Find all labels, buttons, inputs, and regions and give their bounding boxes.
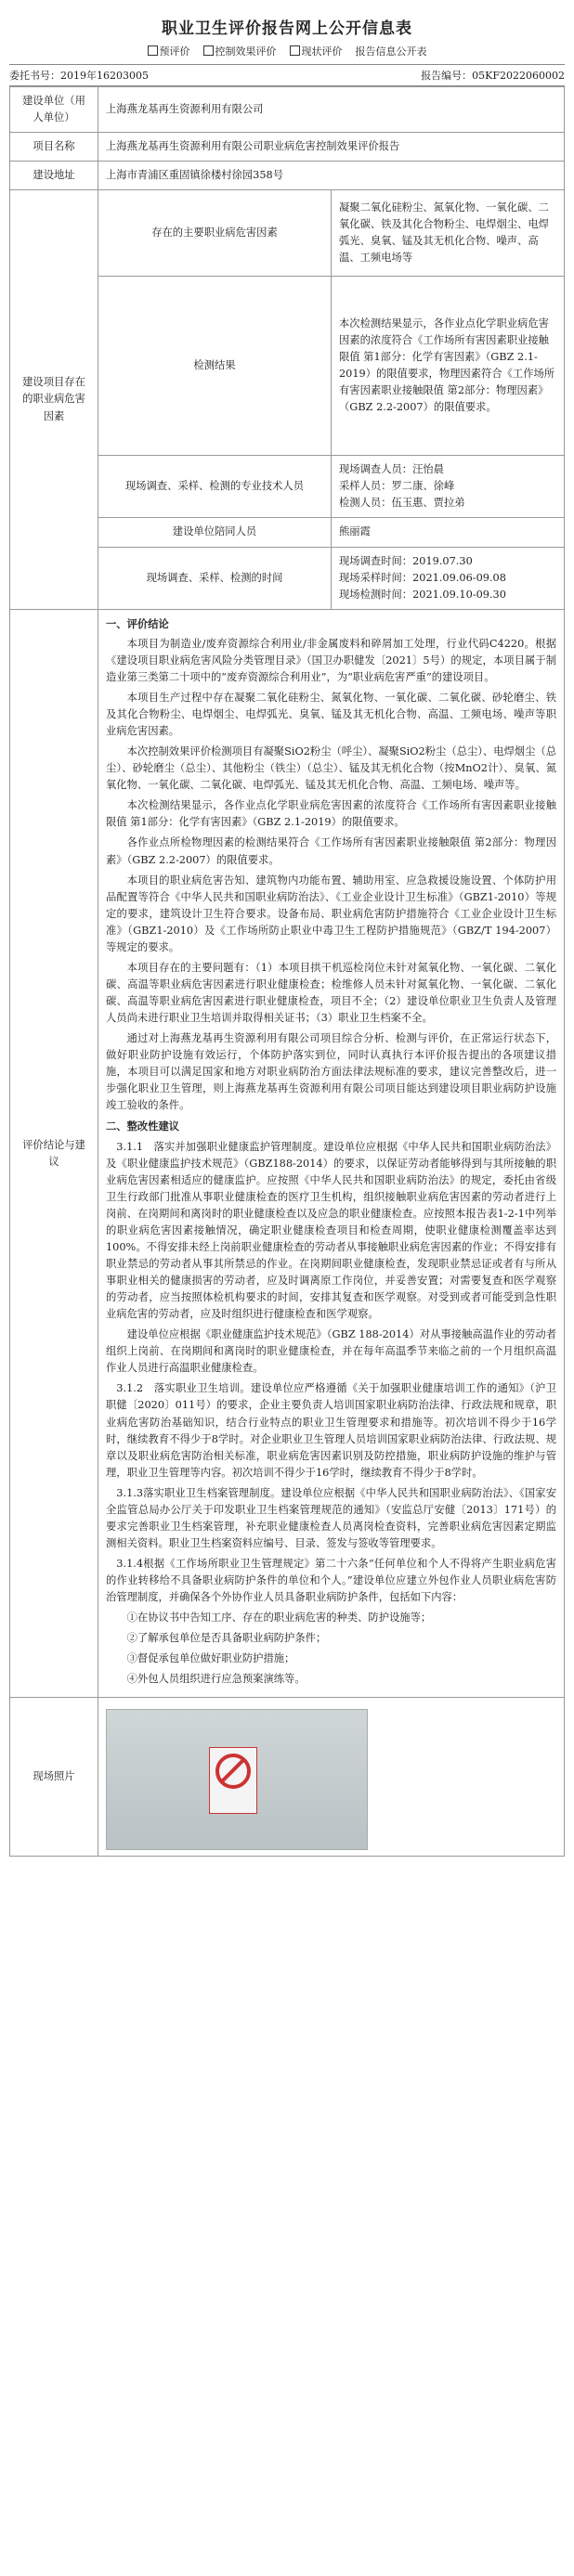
photo-label: 现场照片 (10, 1698, 98, 1857)
address-value: 上海市青浦区重固镇徐楼村徐园358号 (98, 162, 565, 190)
company-staff-label: 建设单位陪同人员 (98, 518, 332, 547)
result-label: 检测结果 (98, 277, 332, 456)
evaluation-text (98, 609, 565, 1698)
section-heading: 一、评价结论 (106, 616, 169, 630)
paragraph: 本项目生产过程中存在凝聚二氧化硅粉尘、氮氧化物、一氧化碳、二氧化碳、砂轮磨尘、铁及其化合物粉尘、电焊烟尘、电焊弧光、臭氧、锰及其无机化合物、高温、工频电场、噪声等职业病危害因素。 (106, 691, 556, 738)
address-label: 建设地址 (10, 162, 98, 190)
time-label: 现场调查、采样、检测的时间 (98, 547, 332, 609)
paragraph: 通过对上海燕龙基再生资源利用有限公司项目综合分析、检测与评价，在正常运行状态下，做好职业防护设施有效运行，个体防护落实到位，同时认真执行本评价报告提出的各项建议措施，本项目可以满足国家和地方对职业病防治方面法律法规标准的要求，建议完善整改后，进一步强化职业卫生管理，则上海燕龙基再生资源利用有限公司项目能达到建设项目职业病防护设施竣工验收的条件。 (106, 1032, 556, 1112)
report-label: 报告信息公开表 (355, 45, 427, 58)
paragraph: ②了解承包单位是否具备职业病防护条件； (126, 1632, 327, 1645)
meta-bar: 委托书号：2019年16203005 报告编号：05KF2022060002 (9, 64, 565, 86)
prohibition-sign-icon (209, 1747, 257, 1814)
paragraph: 本次检测结果显示，各作业点化学职业病危害因素的浓度符合《工作场所有害因素职业接触限值 第1部分：化学有害因素》（GBZ 2.1-2019）的限值要求。 (106, 799, 556, 829)
section-heading: 二、整改性建议 (106, 1120, 180, 1133)
project-value: 上海燕龙基再生资源利用有限公司职业病危害控制效果评价报告 (98, 133, 565, 162)
contract-no: 2019年16203005 (60, 70, 149, 82)
paragraph: 本项目的职业病危害告知、建筑物内功能布置、辅助用室、应急救援设施设置、个体防护用品配置等符合《中华人民共和国职业病防治法》、《工业企业设计卫生标准》（GBZ1-2010）等规定的要求，建筑设计卫生符合要求。设备布局、职业病危害防护措施符合《工业企业设计卫生标准》（GBZ1-2010）及《工作场所防止职业中毒卫生工程防护措施规范》（GBZ/T 194-2007）等规定的要求。 (106, 874, 556, 953)
hazards-label: 存在的主要职业病危害因素 (98, 190, 332, 277)
paragraph: 3.1.1 落实并加强职业健康监护管理制度。建设单位应根据《中华人民共和国职业病防治法》及《职业健康监护技术规范》（GBZ188-2014）的要求，以保证劳动者能够得到与其所接触的职业病危害因素相适应的健康监护。应按照《中华人民共和国职业病防治法》的规定，委托由省级卫生行政部门批准从事职业健康检查的医疗卫生机构，组织接触职业病危害因素的劳动者进行上岗前、在岗期间和离岗时的职业健康检查以及应急的职业健康检查。应按照本报告表1-2-1中列举的职业病危害因素接触情况，确定职业健康检查项目和检查周期，使职业健康检测覆盖率达到100%。不得安排未经上岗前职业健康检查的劳动者从事接触职业病危害因素的作业；不得安排有职业禁忌的劳动者从事其所禁忌的作业。在岗期间职业健康检查，发现职业禁忌证或者有与所从事职业相关的健康损害的劳动者，应及时调离原工作岗位，并妥善安置；对需要复查和医学观察的劳动者，应当按照体检机构要求的时间，安排其复查和医学观察。对受到或者可能受到急性职业病危害的劳动者，应及时组织进行健康检查和医学观察。 (106, 1140, 556, 1321)
paragraph: 各作业点所检物理因素的检测结果符合《工作场所有害因素职业接触限值 第2部分：物理因素》（GBZ 2.2-2007）的限值要求。 (106, 836, 556, 866)
info-table (9, 86, 565, 1857)
paragraph: ③督促承包单位做好职业防护措施； (126, 1652, 295, 1665)
staff-value: 现场调查人员：汪怡晨 采样人员：罗二康、徐峰 检测人员：伍玉惠、贾拉弟 (332, 456, 565, 518)
check-pre: 预评价 (148, 44, 190, 58)
project-label: 项目名称 (10, 133, 98, 162)
result-value: 本次检测结果显示，各作业点化学职业病危害因素的浓度符合《工作场所有害因素职业接触限值 第1部分：化学有害因素》（GBZ 2.1-2019）的限值要求，物理因素符合《工作场所有害因素职业接触限值 第2部分：物理因素》（GBZ 2.2-2007）的限值要求。 (332, 277, 565, 456)
hazards-value: 凝聚二氧化硅粉尘、氮氧化物、一氧化碳、二氧化碳、铁及其化合物粉尘、电焊烟尘、电焊弧光、臭氧、锰及其无机化合物、噪声、高温、工频电场等 (332, 190, 565, 277)
paragraph: 3.1.4根据《工作场所职业卫生管理规定》第二十六条“任何单位和个人不得将产生职业病危害的作业转移给不具备职业病防护条件的单位和个人。”建设单位应建立外包作业人员职业病危害防治管理制度，并确保各个外协作业人员具备职业病防护条件，包括如下内容： (106, 1558, 556, 1604)
page-title: 职业卫生评价报告网上公开信息表 (162, 19, 412, 38)
paragraph: ①在协议书中告知工序、存在的职业病危害的种类、防护设施等； (126, 1612, 432, 1625)
check-status: 现状评价 (290, 44, 343, 58)
paragraph: 本项目存在的主要问题有：（1）本项目拱干机巡检岗位未针对氮氧化物、一氧化碳、二氧化碳、高温等职业病危害因素进行职业健康检查；检维修人员未针对氮氧化物、一氧化碳、二氧化碳、高温等职业病危害因素进行职业健康检查，项目不全；（2）建设单位职业卫生负责人及管理人员尚未进行职业卫生培训并取得相关证书；（3）职业卫生档案不全。 (106, 961, 556, 1025)
employer-value: 上海燕龙基再生资源利用有限公司 (98, 87, 565, 133)
paragraph: 3.1.3落实职业卫生档案管理制度。建设单位应根据《中华人民共和国职业病防治法》、《国家安全监管总局办公厅关于印发职业卫生档案管理规范的通知》（安监总厅安健〔2013〕171号）的要求完善职业卫生档案管理，补充职业健康检查人员离岗检查资料，完善职业病危害因素定期监测相关资料。职业卫生档案资料应编号、目录、签发与签收等管理要求。 (106, 1486, 556, 1549)
staff-label: 现场调查、采样、检测的专业技术人员 (98, 456, 332, 518)
photo-cell (98, 1698, 565, 1857)
report-no: 05KF2022060002 (472, 70, 565, 82)
company-staff-value: 熊丽霞 (332, 518, 565, 547)
eval-label: 评价结论与建议 (10, 609, 98, 1698)
employer-label: 建设单位（用人单位） (10, 87, 98, 133)
paragraph: 本次控制效果评价检测项目有凝聚SiO2粉尘（呼尘）、凝聚SiO2粉尘（总尘）、电焊烟尘（总尘）、砂轮磨尘（总尘）、其他粉尘（铁尘）（总尘）、锰及其无机化合物（按MnO2计）、臭氧、氮氧化物、一氧化碳、二氧化碳、电焊弧光、锰及其无机化合物、高温、工频电场、噪声等。 (106, 745, 556, 792)
check-control: 控制效果评价 (203, 44, 277, 58)
paragraph: 建设单位应根据《职业健康监护技术规范》（GBZ 188-2014）对从事接触高温作业的劳动者组织上岗前、在岗期间和离岗时的职业健康检查，并在每年高温季节来临之前的一个月组织高温作业人员进行高温职业健康检查。 (106, 1328, 556, 1375)
paragraph: 3.1.2 落实职业卫生培训。建设单位应严格遵循《关于加强职业健康培训工作的通知》（沪卫职健〔2020〕011号）的要求，企业主要负责人培训国家职业病防治法律、行政法规和规章，职业病危害防治基础知识，结合行业特点的职业卫生管理要求和措施等。初次培训不得少于16学时，继续教育不得少于8学时。对企业职业卫生管理人员培训国家职业病防治法律、行政法规、规章以及职业病危害防治相关标准，职业病危害因素识别及防控措施，职业病防护设施的维护与管理，职业卫生管理等内容。初次培训不得少于16学时，继续教育不得少于8学时。 (106, 1382, 556, 1479)
time-value: 现场调查时间：2019.07.30 现场采样时间：2021.09.06-09.08 现场检测时间：2021.09.10-09.30 (332, 547, 565, 609)
hazards-group-label: 建设项目存在的职业病危害因素 (10, 190, 98, 609)
site-photo (106, 1709, 368, 1850)
evaluation-type-checks (0, 44, 574, 58)
paragraph: 本项目为制造业/废弃资源综合利用业/非金属废料和碎屑加工处理，行业代码C4220。根据《建设项目职业病危害风险分类管理目录》（国卫办职健发〔2021〕5号）的规定，本项目属于制造业第三类第二十项中的“废弃资源综合利用业”，为“职业病危害严重”的建设项目。 (106, 637, 556, 683)
paragraph: ④外包人员组织进行应急预案演练等。 (126, 1673, 306, 1686)
